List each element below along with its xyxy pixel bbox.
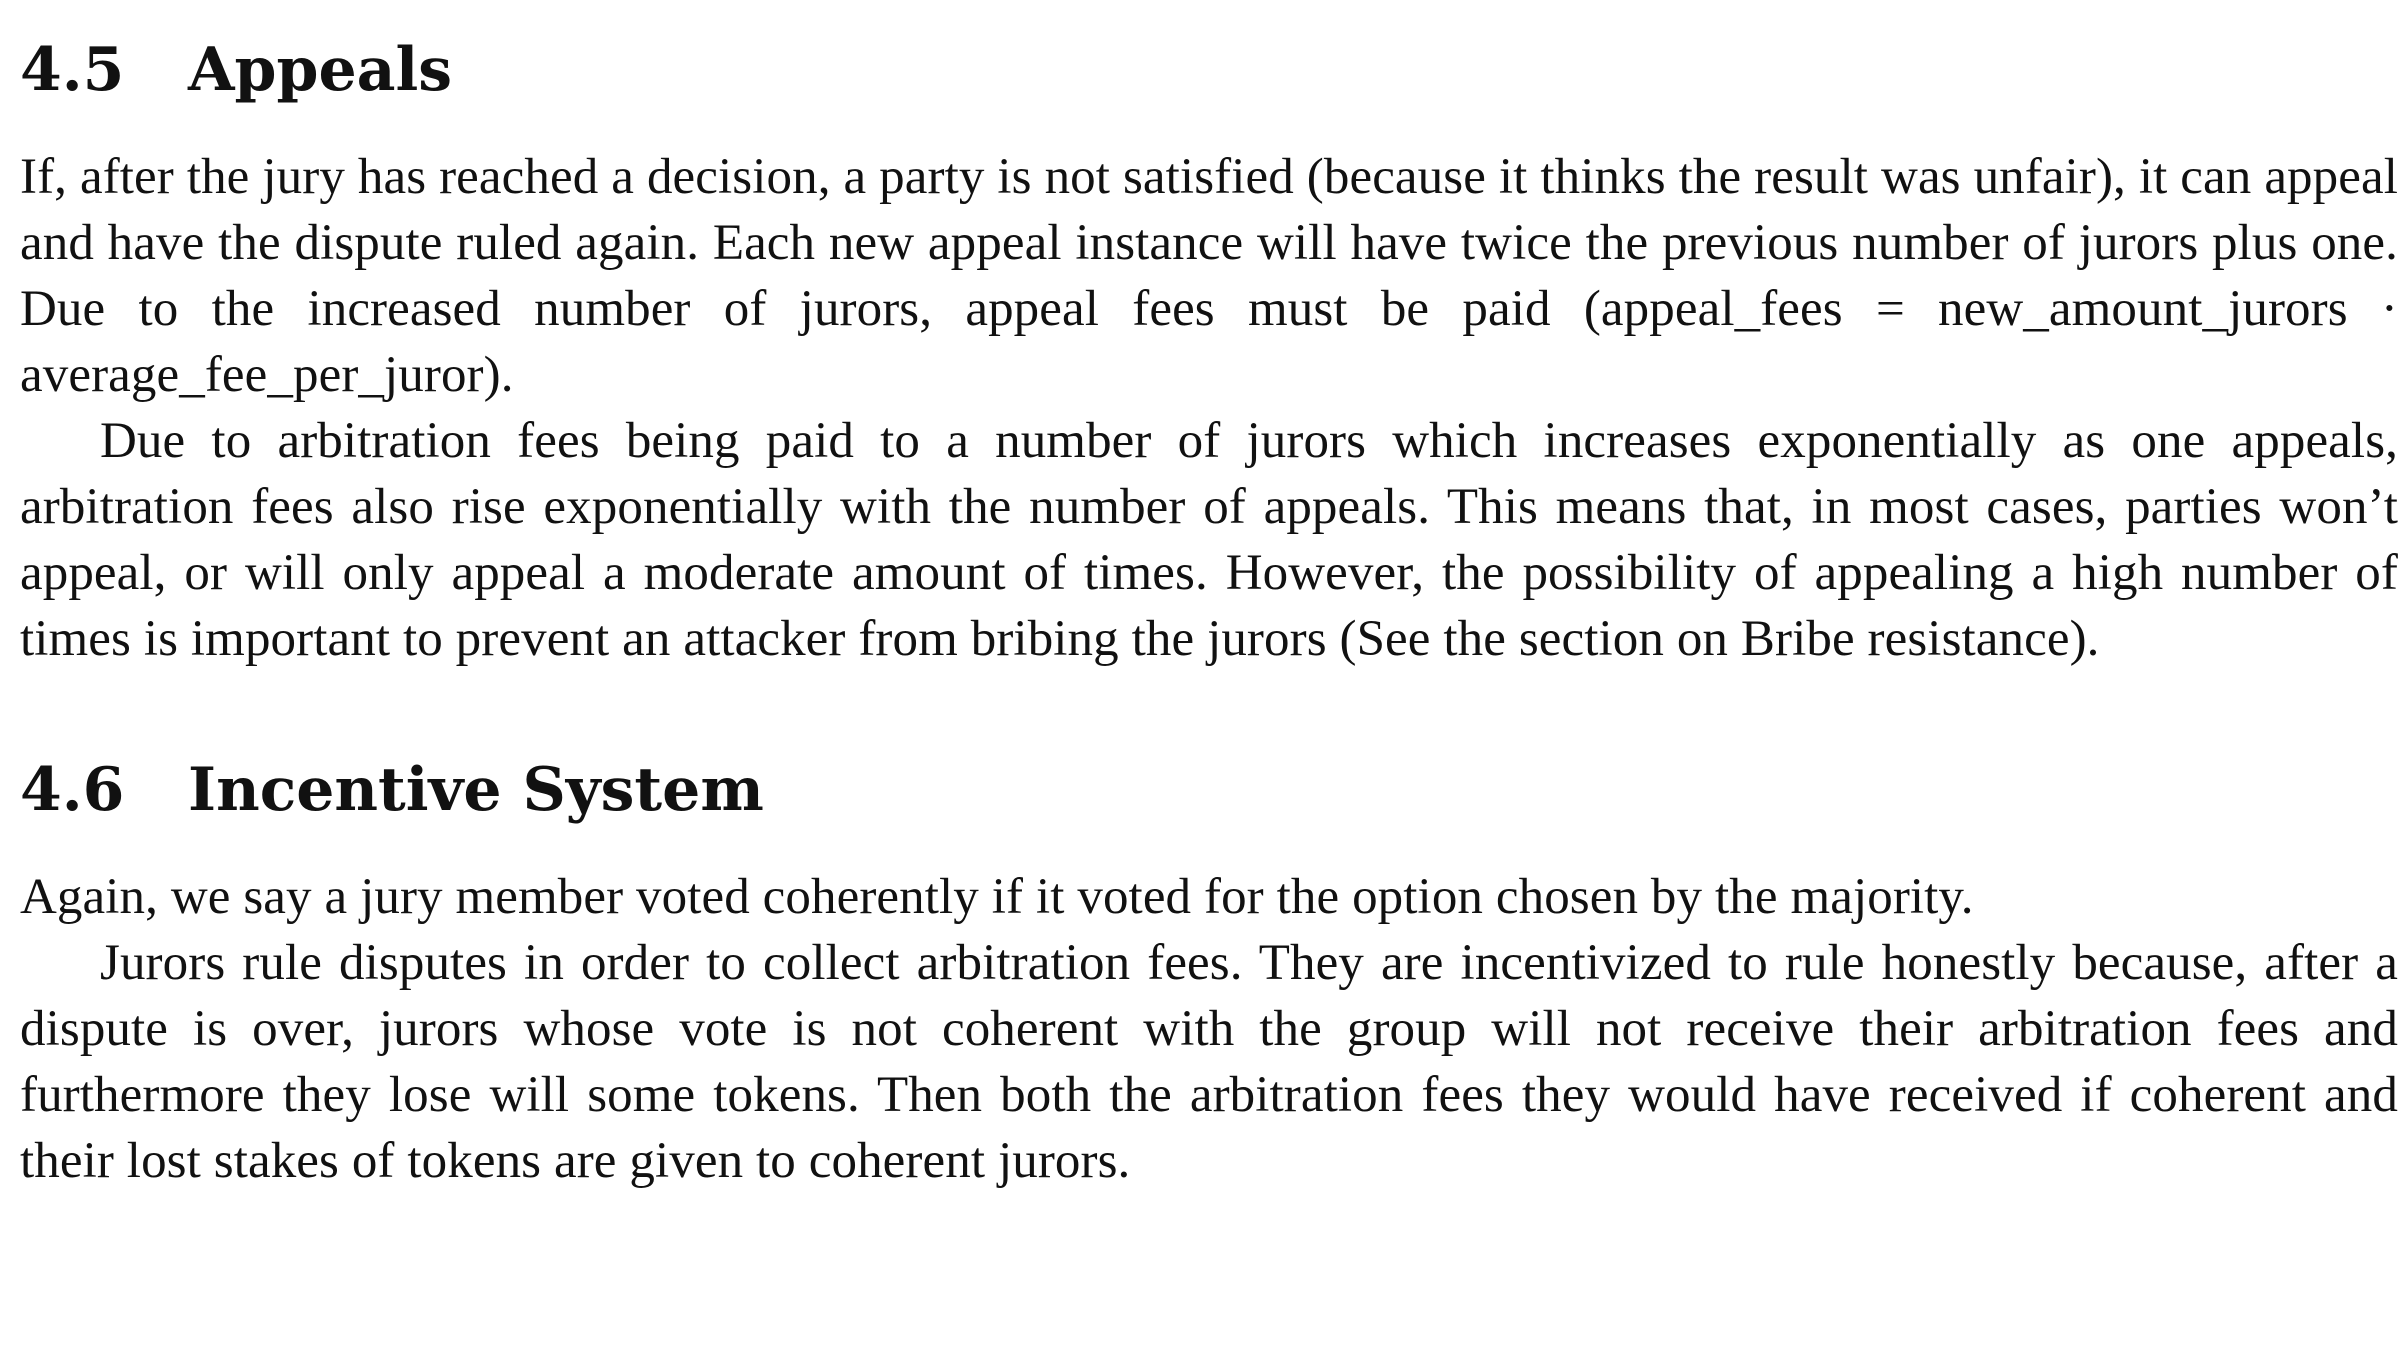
- paragraph-text: If, after the jury has reached a decision, a party is not satisfied (because it thinks the result was unfair), it can appeal and have the dispute ruled again. Each new appeal instance will have twice the previous number of jurors plus one. Due to the increased number of jurors, appeal fees must be paid: [20, 149, 2398, 337]
- section-title: Incentive System: [188, 755, 764, 825]
- document-page: [20, 35, 2398, 1194]
- paragraph: Jurors rule disputes in order to collect arbitration fees. They are incentivized to rule honestly because, after a dispute is over, jurors whose vote is not coherent with the group will not receive their arbitration fees and furthermore they lose will some tokens. Then both the arbitration fees they would have received if coherent and their lost stakes of tokens are given to coherent jurors.: [20, 935, 2398, 1189]
- section-appeals: [20, 35, 2398, 672]
- section-number: 4.6: [20, 755, 125, 825]
- section-number: 4.5: [20, 35, 125, 105]
- section-incentive-system: [20, 755, 2398, 1194]
- section-title: Appeals: [188, 35, 453, 105]
- section-heading: [20, 755, 2398, 825]
- appeal-fees-formula: (appeal_fees = new_amount_jurors · average_fee_per_juror).: [20, 281, 2398, 403]
- section-heading: [20, 35, 2398, 105]
- paragraph: [20, 144, 2398, 408]
- paragraph: Again, we say a jury member voted coherently if it voted for the option chosen by the majority.: [20, 869, 1974, 925]
- paragraph: Due to arbitration fees being paid to a number of jurors which increases exponentially as one appeals, arbitration fees also rise exponentially with the number of appeals. This means that, in most cases, parties won’t appeal, or will only appeal a moderate amount of times. However, the possibility of appealing a high number of times is important to prevent an attacker from bribing the jurors (See the section on Bribe resistance).: [20, 413, 2398, 667]
